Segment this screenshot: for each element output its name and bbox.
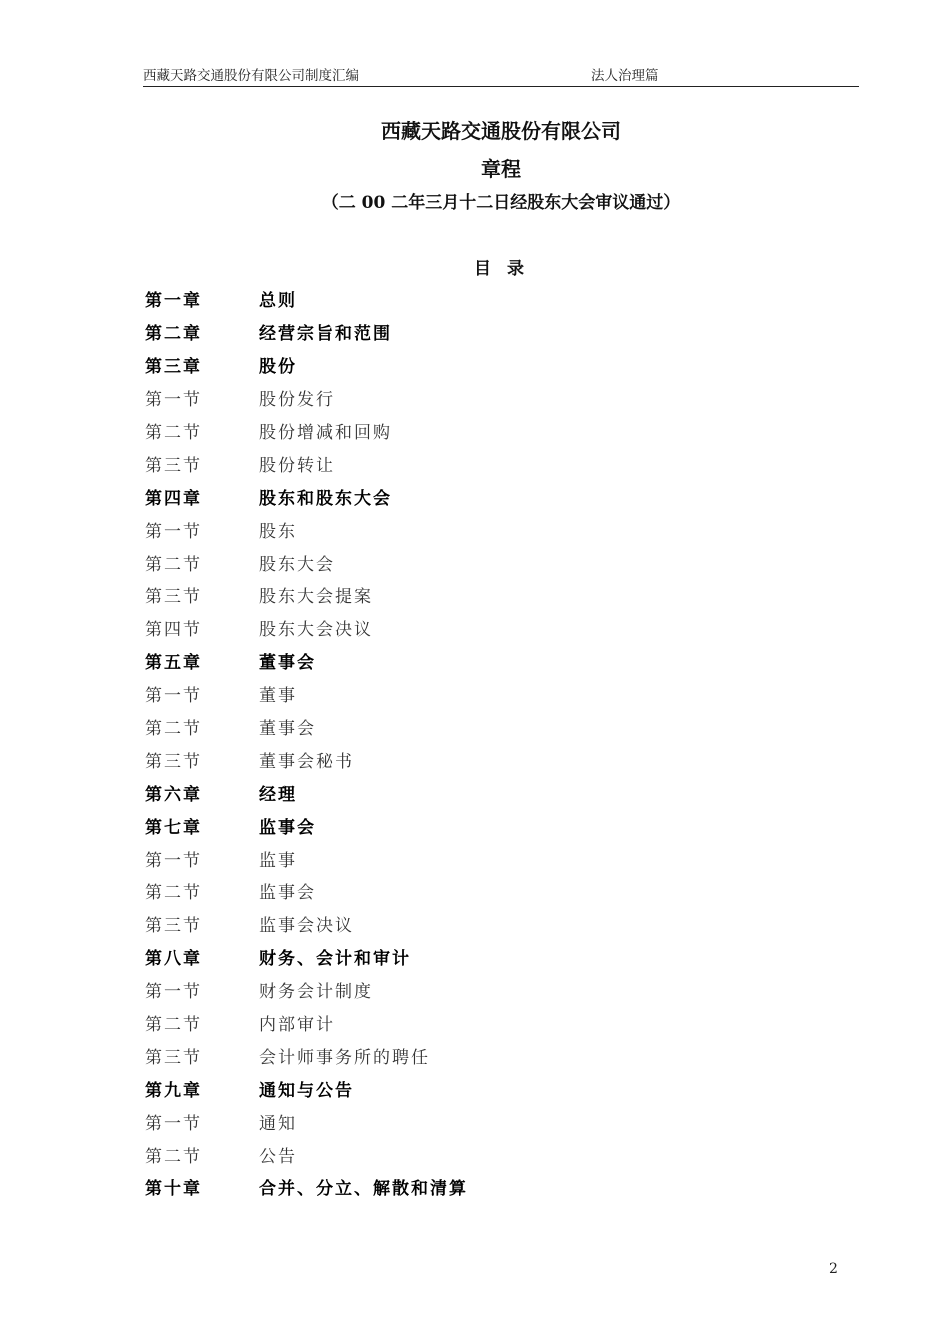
toc-entry-title: 股东大会 [259,554,335,575]
toc-entry-title: 内部审计 [259,1015,335,1036]
table-of-contents [145,285,845,1206]
header-section-title: 法人治理篇 [591,68,659,84]
toc-entry-title: 股东和股东大会 [259,488,392,509]
approval-note: （二 00 二年三月十二日经股东大会审议通过） [321,193,681,213]
toc-entry-title: 董事 [259,686,297,707]
toc-entry-number: 第二节 [145,423,202,443]
toc-entry-title: 董事会秘书 [259,751,354,772]
toc-chapter-row [145,285,845,318]
toc-entry-number: 第一节 [145,850,202,871]
toc-entry-title: 总则 [259,291,297,312]
toc-entry-number: 第三节 [145,1047,202,1068]
toc-entry-title: 董事会 [259,653,316,674]
toc-chapter-row [145,1173,845,1206]
toc-entry-title: 监事会 [259,883,316,904]
toc-entry-title: 股东 [259,521,297,542]
toc-entry-number: 第二章 [145,324,202,345]
toc-entry-number: 第一节 [145,982,202,1003]
toc-entry-title: 监事会 [259,817,316,838]
toc-entry-title: 监事 [259,850,297,871]
toc-entry-title: 财务会计制度 [259,982,373,1003]
toc-section-row [145,976,845,1009]
toc-entry-title: 合并、分立、解散和清算 [259,1179,468,1200]
toc-section-row [145,713,845,746]
toc-section-row [145,515,845,548]
toc-section-row [145,417,845,450]
toc-section-row [145,877,845,910]
page-header [143,66,859,87]
toc-entry-title: 股份转让 [259,455,335,476]
toc-chapter-row [145,943,845,976]
toc-entry-number: 第一节 [145,686,202,707]
toc-entry-title: 公告 [259,1146,297,1167]
toc-entry-title: 股东大会决议 [259,620,373,641]
header-collection-title: 西藏天路交通股份有限公司制度汇编 [143,68,359,84]
toc-entry-title: 董事会 [259,719,316,740]
toc-entry-number: 第三节 [145,455,202,476]
toc-entry-number: 第十章 [145,1179,202,1200]
toc-entry-title: 股份增减和回购 [259,423,392,443]
toc-section-row [145,680,845,713]
toc-section-row [145,1041,845,1074]
toc-entry-number: 第二节 [145,883,202,904]
document-title: 章程 [481,157,521,181]
toc-entry-title: 会计师事务所的聘任 [259,1047,430,1068]
toc-entry-number: 第五章 [145,653,202,674]
toc-chapter-row [145,811,845,844]
toc-entry-title: 财务、会计和审计 [259,949,411,970]
toc-section-row [145,1009,845,1042]
toc-chapter-row [145,778,845,811]
toc-entry-number: 第四章 [145,488,202,509]
toc-chapter-row [145,318,845,351]
toc-chapter-row [145,647,845,680]
toc-section-row [145,548,845,581]
toc-section-row [145,1140,845,1173]
toc-entry-number: 第一章 [145,291,202,312]
toc-entry-number: 第七章 [145,817,202,838]
toc-entry-number: 第三节 [145,916,202,937]
toc-entry-title: 监事会决议 [259,916,354,937]
toc-entry-number: 第八章 [145,949,202,970]
toc-entry-title: 股份 [259,357,297,378]
toc-chapter-row [145,482,845,515]
toc-section-row [145,581,845,614]
toc-heading: 目录 [474,259,540,279]
toc-section-row [145,745,845,778]
toc-chapter-row [145,1074,845,1107]
toc-entry-number: 第六章 [145,784,202,805]
toc-section-row [145,384,845,417]
toc-entry-title: 通知 [259,1113,297,1134]
toc-entry-title: 通知与公告 [259,1080,354,1101]
page-number: 2 [829,1261,838,1277]
toc-entry-number: 第二节 [145,1015,202,1036]
toc-entry-number: 第三章 [145,357,202,378]
toc-entry-number: 第二节 [145,554,202,575]
toc-entry-number: 第三节 [145,751,202,772]
toc-section-row [145,910,845,943]
toc-section-row [145,449,845,482]
toc-entry-title: 股份发行 [259,390,335,411]
toc-entry-number: 第一节 [145,390,202,411]
toc-chapter-row [145,351,845,384]
toc-entry-number: 第一节 [145,1113,202,1134]
company-name: 西藏天路交通股份有限公司 [381,119,621,143]
toc-entry-title: 经营宗旨和范围 [259,324,392,345]
toc-entry-title: 股东大会提案 [259,587,373,608]
toc-entry-number: 第四节 [145,620,202,641]
toc-entry-number: 第二节 [145,719,202,740]
toc-entry-title: 经理 [259,784,297,805]
toc-section-row [145,614,845,647]
toc-section-row [145,1107,845,1140]
toc-section-row [145,844,845,877]
toc-entry-number: 第三节 [145,587,202,608]
toc-entry-number: 第一节 [145,521,202,542]
toc-entry-number: 第九章 [145,1080,202,1101]
toc-entry-number: 第二节 [145,1146,202,1167]
